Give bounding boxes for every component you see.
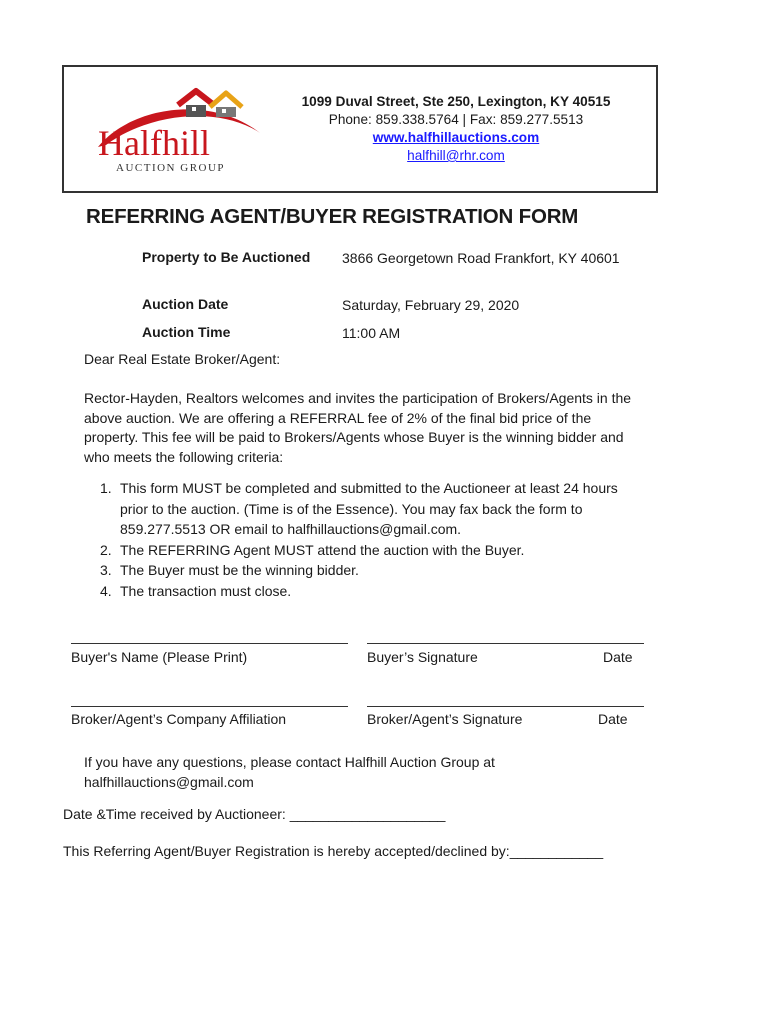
auction-time-value: 11:00 AM: [342, 325, 401, 341]
logo-subtext: AUCTION GROUP: [116, 162, 226, 174]
list-item: 4. The transaction must close.: [100, 582, 292, 599]
website-link[interactable]: www.halfhillauctions.com: [372, 130, 540, 145]
received-line: Date &Time received by Auctioneer: ____________________: [63, 806, 446, 822]
company-label: Broker/Agent’s Company Affiliation: [71, 711, 287, 727]
form-title: REFERRING AGENT/BUYER REGISTRATION FORM: [86, 205, 579, 228]
list-item: 3. The Buyer must be the winning bidder.: [100, 562, 359, 578]
address-line: 1099 Duval Street, Ste 250, Lexington, KY 40515: [301, 94, 611, 109]
buyer-name-line[interactable]: [71, 643, 348, 644]
buyer-signature-label: Buyer’s Signature: [367, 649, 478, 665]
halfhill-logo: [92, 85, 272, 177]
list-item: 1. This form MUST be completed and submitted to the Auctioneer at least 24 hours prior to the auction. (Time is of the Essence). You may fax back the form to 859.277.5513 OR email to halfhillauctions@gmail.com.: [100, 480, 618, 537]
letterhead-box: [62, 65, 658, 193]
auction-time-label: Auction Time: [142, 324, 231, 340]
auction-date-label: Auction Date: [142, 296, 229, 312]
buyer-date-label: Date: [603, 649, 633, 665]
agent-signature-line[interactable]: [367, 706, 644, 707]
accepted-line: This Referring Agent/Buyer Registration is hereby accepted/declined by:____________: [63, 843, 604, 859]
criteria-list: [100, 478, 640, 601]
buyer-signature-line[interactable]: [367, 643, 644, 644]
questions-paragraph: If you have any questions, please contact Halfhill Auction Group at halfhillauctions@gmail.com: [84, 754, 495, 790]
buyer-name-label: Buyer's Name (Please Print): [71, 649, 248, 665]
email-link[interactable]: halfhill@rhr.com: [407, 148, 505, 163]
property-value: 3866 Georgetown Road Frankfort, KY 40601: [342, 250, 620, 266]
company-line[interactable]: [71, 706, 348, 707]
property-label: Property to Be Auctioned: [142, 249, 311, 265]
salutation: Dear Real Estate Broker/Agent:: [84, 351, 281, 367]
agent-date-label: Date: [598, 711, 628, 727]
auction-date-value: Saturday, February 29, 2020: [342, 297, 520, 313]
list-item: 2. The REFERRING Agent MUST attend the auction with the Buyer.: [100, 541, 525, 558]
contact-block: [286, 93, 626, 165]
logo-wordmark: Halfhill: [98, 123, 210, 163]
agent-signature-label: Broker/Agent’s Signature: [367, 711, 523, 727]
phone-fax-line: Phone: 859.338.5764 | Fax: 859.277.5513: [328, 112, 584, 127]
intro-paragraph: Rector-Hayden, Realtors welcomes and invites the participation of Brokers/Agents in the above auction. We are offering a REFERRAL fee of 2% of the final bid price of the property. This fee will be paid to Brokers/Agents whose Buyer is the winning bidder and who meets the following criteria:: [84, 390, 632, 465]
